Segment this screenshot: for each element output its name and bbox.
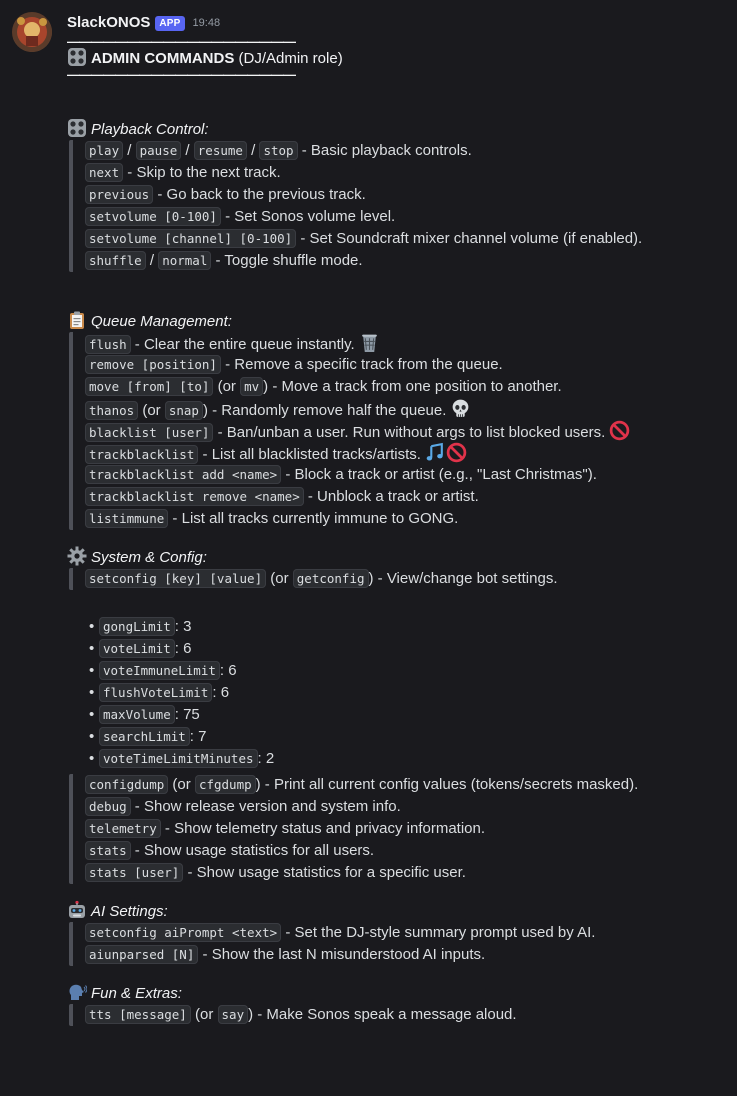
list-item: previous - Go back to the previous track.: [85, 184, 721, 206]
list-item: remove [position] - Remove a specific track from the queue.: [85, 354, 721, 376]
list-item: tts [message] (or say ) - Make Sonos speak a message aloud.: [85, 1004, 721, 1026]
list-item: stats - Show usage statistics for all users.: [85, 840, 721, 862]
code-telemetry: telemetry: [85, 819, 161, 838]
avatar[interactable]: [12, 12, 52, 52]
divider-bottom: ———————————————————: [67, 69, 295, 80]
section-title-system: System & Config:: [67, 546, 721, 568]
list-item: setvolume [channel] [0-100] - Set Soundcraft mixer channel volume (if enabled).: [85, 228, 721, 250]
code-trackblacklist: trackblacklist: [85, 445, 198, 464]
prohibited-icon: [609, 420, 630, 441]
list-item: setvolume [0-100] - Set Sonos volume level.: [85, 206, 721, 228]
clipboard-icon: [67, 310, 87, 330]
list-item: aiunparsed [N] - Show the last N misunderstood AI inputs.: [85, 944, 721, 966]
setting-item: • voteTimeLimitMinutes : 2: [99, 748, 721, 770]
blockquote-playback: [69, 140, 721, 272]
list-item: listimmune - List all tracks currently immune to GONG.: [85, 508, 721, 530]
speaking-head-icon: [67, 982, 87, 1002]
code-resume: resume: [194, 141, 247, 160]
skull-icon: [450, 398, 471, 419]
list-item: setconfig aiPrompt <text> - Set the DJ-style summary prompt used by AI.: [85, 922, 721, 944]
blockquote-system-more: [69, 774, 721, 884]
code-stop: stop: [259, 141, 297, 160]
code-cfgdump: cfgdump: [195, 775, 256, 794]
control-knobs-icon: [67, 47, 87, 67]
setting-item: • maxVolume : 75: [99, 704, 721, 726]
list-item: shuffle / normal - Toggle shuffle mode.: [85, 250, 721, 272]
setting-item: • flushVoteLimit : 6: [99, 682, 721, 704]
code-mv: mv: [240, 377, 263, 396]
list-item: stats [user] - Show usage statistics for a specific user.: [85, 862, 721, 884]
code-aiunparsed: aiunparsed [N]: [85, 945, 198, 964]
code-blacklist: blacklist [user]: [85, 423, 213, 442]
list-item: flush - Clear the entire queue instantly.: [85, 332, 721, 354]
section-title-playback: Playback Control:: [67, 118, 721, 140]
code-configdump: configdump: [85, 775, 168, 794]
list-item: telemetry - Show telemetry status and privacy information.: [85, 818, 721, 840]
code-remove: remove [position]: [85, 355, 221, 374]
code-getconfig: getconfig: [293, 569, 369, 588]
list-item: trackblacklist add <name> - Block a track or artist (e.g., "Last Christmas").: [85, 464, 721, 486]
blockquote-system: [69, 568, 721, 590]
list-item: configdump (or cfgdump ) - Print all current config values (tokens/secrets masked).: [85, 774, 721, 796]
prohibited-icon: [446, 442, 467, 463]
code-flush: flush: [85, 335, 131, 354]
code-trackblacklist-add: trackblacklist add <name>: [85, 465, 281, 484]
list-item: setconfig [key] [value] (or getconfig ) - View/change bot settings.: [85, 568, 721, 590]
message-header: [67, 12, 721, 34]
wastebasket-icon: [359, 332, 380, 353]
code-setconfig-aiprompt: setconfig aiPrompt <text>: [85, 923, 281, 942]
username[interactable]: SlackONOS: [67, 14, 151, 31]
admin-title-rest: (DJ/Admin role): [234, 50, 343, 67]
code-setvolume-channel: setvolume [channel] [0-100]: [85, 229, 296, 248]
list-item: blacklist [user] - Ban/unban a user. Run without args to list blocked users.: [85, 420, 721, 442]
blockquote-queue: [69, 332, 721, 530]
code-next: next: [85, 163, 123, 182]
code-debug: debug: [85, 797, 131, 816]
list-item: trackblacklist remove <name> - Unblock a track or artist.: [85, 486, 721, 508]
musical-notes-icon: [425, 442, 446, 463]
list-item: move [from] [to] (or mv ) - Move a track from one position to another.: [85, 376, 721, 398]
timestamp[interactable]: 19:48: [192, 17, 221, 29]
blockquote-fun: [69, 1004, 721, 1026]
list-item: next - Skip to the next track.: [85, 162, 721, 184]
control-knobs-icon: [67, 118, 87, 138]
robot-icon: [67, 900, 87, 920]
divider-top: ———————————————————: [67, 36, 295, 47]
setting-item: • voteImmuneLimit : 6: [99, 660, 721, 682]
code-setconfig: setconfig [key] [value]: [85, 569, 266, 588]
list-item: debug - Show release version and system info.: [85, 796, 721, 818]
app-badge: APP: [155, 16, 184, 31]
list-item: trackblacklist - List all blacklisted tracks/artists.: [85, 442, 721, 464]
setting-item: • searchLimit : 7: [99, 726, 721, 748]
code-previous: previous: [85, 185, 153, 204]
section-title-queue: Queue Management:: [67, 310, 721, 332]
list-item: play / pause / resume / stop - Basic playback controls.: [85, 140, 721, 162]
code-say: say: [218, 1005, 249, 1024]
settings-list: [67, 616, 721, 770]
code-pause: pause: [136, 141, 182, 160]
code-trackblacklist-remove: trackblacklist remove <name>: [85, 487, 304, 506]
section-title-fun: Fun & Extras:: [67, 982, 721, 1004]
list-item: thanos (or snap ) - Randomly remove half the queue.: [85, 398, 721, 420]
code-listimmune: listimmune: [85, 509, 168, 528]
code-setvolume: setvolume [0-100]: [85, 207, 221, 226]
setting-item: • voteLimit : 6: [99, 638, 721, 660]
blockquote-ai: [69, 922, 721, 966]
code-move: move [from] [to]: [85, 377, 213, 396]
code-stats: stats: [85, 841, 131, 860]
code-tts: tts [message]: [85, 1005, 191, 1024]
code-shuffle: shuffle: [85, 251, 146, 270]
gear-icon: [67, 546, 87, 566]
section-title-ai: AI Settings:: [67, 900, 721, 922]
setting-item: • gongLimit : 3: [99, 616, 721, 638]
code-thanos: thanos: [85, 401, 138, 420]
code-normal: normal: [158, 251, 211, 270]
code-stats-user: stats [user]: [85, 863, 183, 882]
admin-title-bold: ADMIN COMMANDS: [91, 50, 235, 67]
code-snap: snap: [165, 401, 203, 420]
admin-title: [67, 47, 721, 69]
code-play: play: [85, 141, 123, 160]
avatar-image-icon: [12, 12, 52, 52]
